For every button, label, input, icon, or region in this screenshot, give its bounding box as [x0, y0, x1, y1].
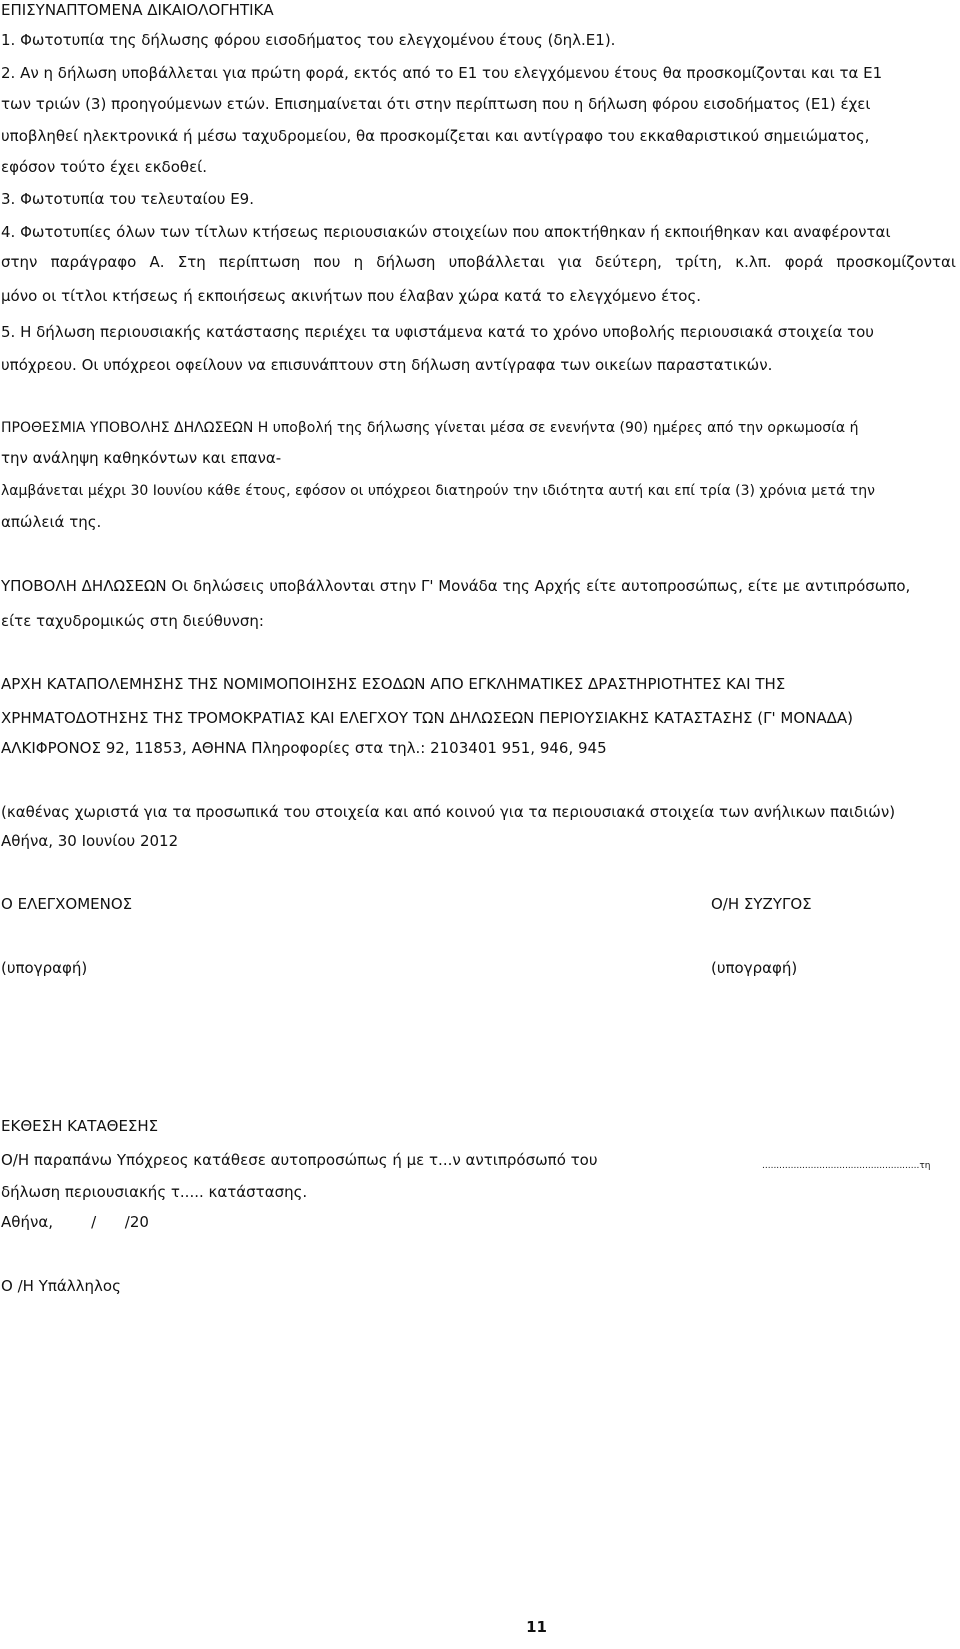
deadline-line-4: απώλειά της. [1, 513, 102, 531]
attachment-item-1: 1. Φωτοτυπία της δήλωσης φόρου εισοδήματος του ελεγχομένου έτους (δηλ.Ε1). [1, 31, 616, 49]
word: που [313, 253, 341, 271]
word: κ.λπ. [735, 253, 772, 271]
page-number: 11 [526, 1618, 547, 1636]
submission-line-1: ΥΠΟΒΟΛΗ ΔΗΛΩΣΕΩΝ Οι δηλώσεις υποβάλλονται στην Γ' Μονάδα της Αρχής είτε αυτοπροσώπως, είτε με αντιπρόσωπο, [1, 577, 911, 595]
deposit-report-heading: ΕΚΘΕΣΗ ΚΑΤΑΘΕΣΗΣ [1, 1117, 159, 1135]
word: δήλωση [376, 253, 436, 271]
word: δεύτερη, [595, 253, 662, 271]
deadline-line-2: την ανάληψη καθηκόντων και επανα- [1, 449, 282, 467]
spouse-signature: (υπογραφή) [711, 959, 798, 977]
spouse-title: Ο/Η ΣΥΖΥΓΟΣ [711, 895, 812, 913]
deposit-line-1: Ο/Η παραπάνω Υπόχρεος κατάθεσε αυτοπροσώπως ή με τ...ν αντιπρόσωπό του [1, 1151, 598, 1169]
attachments-heading: ΕΠΙΣΥΝΑΠΤΟΜΕΝΑ ΔΙΚΑΙΟΛΟΓΗΤΙΚΑ [1, 1, 274, 19]
inspected-person-signature: (υπογραφή) [1, 959, 88, 977]
word: στην [1, 253, 38, 271]
deposit-line-2: δήλωση περιουσιακής τ..... κατάστασης. [1, 1183, 308, 1201]
joint-filing-note: (καθένας χωριστά για τα προσωπικά του στοιχεία και από κοινού για τα περιουσιακά στοιχεία των ανήλικων παιδιών) [1, 803, 896, 821]
attachment-item-5-line-2: υπόχρεου. Οι υπόχρεοι οφείλουν να επισυνάπτουν στη δήλωση αντίγραφα των οικείων παραστατικών. [1, 356, 773, 374]
attachment-item-5-line-1: 5. Η δήλωση περιουσιακής κατάστασης περιέχει τα υφιστάμενα κατά το χρόνο υποβολής περιουσιακά στοιχεία του [1, 323, 874, 341]
deadline-line-3: λαμβάνεται μέχρι 30 Ιουνίου κάθε έτους, εφόσον οι υπόχρεοι διατηρούν την ιδιότητα αυτή και επί τρία (3) χρόνια μετά την [1, 483, 875, 499]
place-date: Αθήνα, 30 Ιουνίου 2012 [1, 832, 179, 850]
word: η [353, 253, 364, 271]
word: παράγραφο [50, 253, 137, 271]
attachment-item-4-line-1: 4. Φωτοτυπίες όλων των τίτλων κτήσεως περιουσιακών στοιχείων που αποκτήθηκαν ή εκποιήθηκαν και αναφέρονται [1, 223, 891, 241]
authority-line-3: ΑΛΚΙΦΡΟΝΟΣ 92, 11853, ΑΘΗΝΑ Πληροφορίες στα τηλ.: 2103401 951, 946, 945 [1, 739, 607, 757]
representative-blank-field: .......................................................τη [762, 1161, 931, 1171]
inspected-person-title: Ο ΕΛΕΓΧΟΜΕΝΟΣ [1, 895, 133, 913]
attachment-item-4-line-2 [1, 252, 956, 272]
word: Στη [177, 253, 206, 271]
attachment-item-2-line-4: εφόσον τούτο έχει εκδοθεί. [1, 158, 208, 176]
word: υποβάλλεται [448, 253, 545, 271]
word: Α. [149, 253, 165, 271]
submission-line-2: είτε ταχυδρομικώς στη διεύθυνση: [1, 612, 264, 630]
officer-label: Ο /Η Υπάλληλος [1, 1277, 121, 1295]
attachment-item-4-line-3: μόνο οι τίτλοι κτήσεως ή εκποιήσεως ακινήτων που έλαβαν χώρα κατά το ελεγχόμενο έτος. [1, 287, 702, 305]
word: φορά [784, 253, 824, 271]
deadline-line-1: ΠΡΟΘΕΣΜΙΑ ΥΠΟΒΟΛΗΣ ΔΗΛΩΣΕΩΝ Η υποβολή της δήλωσης γίνεται μέσα σε ενενήντα (90) ημέρες από την ορκωμοσία ή [1, 420, 859, 436]
deposit-date-line: Αθήνα, / /20 [1, 1213, 149, 1231]
attachment-item-2-line-2: των τριών (3) προηγούμενων ετών. Επισημαίνεται ότι στην περίπτωση που η δήλωση φόρου εισοδήματος (Ε1) έχει [1, 95, 871, 113]
attachment-item-2-line-1: 2. Αν η δήλωση υποβάλλεται για πρώτη φορά, εκτός από το Ε1 του ελεγχόμενου έτους θα προσκομίζονται και τα Ε1 [1, 64, 883, 82]
word: τρίτη, [675, 253, 723, 271]
attachment-item-3: 3. Φωτοτυπία του τελευταίου Ε9. [1, 190, 254, 208]
authority-line-1: ΑΡΧΗ ΚΑΤΑΠΟΛΕΜΗΣΗΣ ΤΗΣ ΝΟΜΙΜΟΠΟΙΗΣΗΣ ΕΣΟΔΩΝ ΑΠΟ ΕΓΚΛΗΜΑΤΙΚΕΣ ΔΡΑΣΤΗΡΙΟΤΗΤΕΣ ΚΑΙ ΤΗΣ [1, 675, 786, 693]
authority-line-2: ΧΡΗΜΑΤΟΔΟΤΗΣΗΣ ΤΗΣ ΤΡΟΜΟΚΡΑΤΙΑΣ ΚΑΙ ΕΛΕΓΧΟΥ ΤΩΝ ΔΗΛΩΣΕΩΝ ΠΕΡΙΟΥΣΙΑΚΗΣ ΚΑΤΑΣΤΑΣΗΣ (Γ' ΜΟΝΑΔΑ) [1, 709, 853, 727]
attachment-item-2-line-3: υποβληθεί ηλεκτρονικά ή μέσω ταχυδρομείου, θα προσκομίζεται και αντίγραφο του εκκαθαριστικού σημειώματος, [1, 127, 870, 145]
word: προσκομίζονται [836, 253, 956, 271]
word: για [558, 253, 582, 271]
word: περίπτωση [218, 253, 301, 271]
